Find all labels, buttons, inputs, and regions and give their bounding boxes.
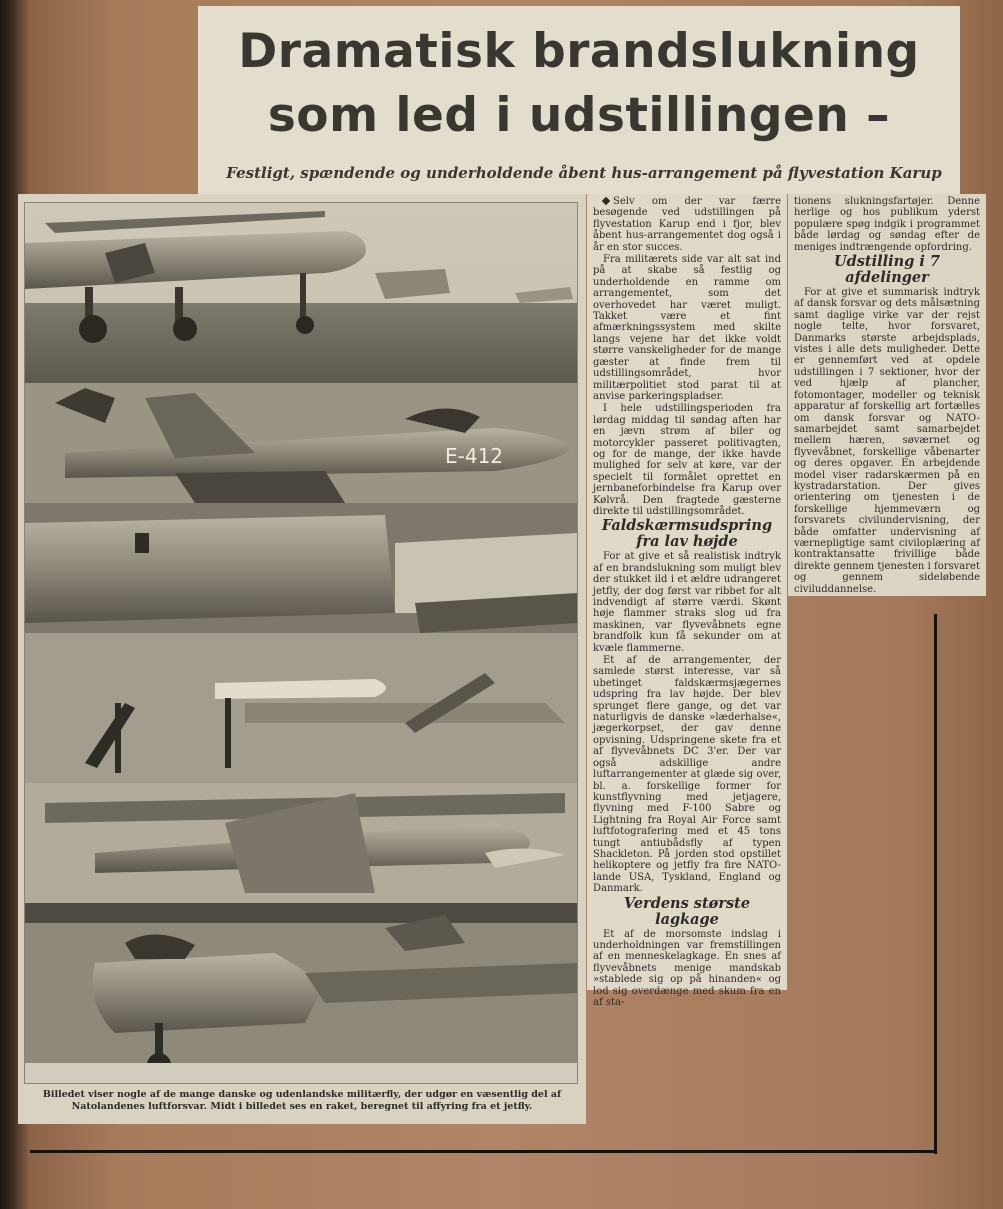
rocket-display bbox=[25, 633, 577, 783]
paragraph: Fra militærets side var alt sat ind på at skabe så festlig og underholdende en ramme om arrangementet, som det overhovedet har været muligt. Takket være et fint afmærkningssystem med skilte langs vejene har det ikke voldt større vanskeligheder for de mange gæster at finde frem til udstillingsområdet, hvor militærpolitiet stod parat til at anvise parkeringspladser. bbox=[593, 254, 781, 402]
subhead-faldskaermsudspring: Faldskærmsudspring fra lav højde bbox=[601, 517, 773, 551]
aircraft-photo-image bbox=[25, 203, 577, 1083]
paragraph-text: Selv om der var færre besøgende ved udstillingen på flyvestation Karup end i fjor, blev åbent hus-arrangementet dog også i år en stor succes. bbox=[593, 196, 781, 253]
article-column-1 bbox=[587, 194, 787, 1008]
headline-line-2: som led i udstillingen – bbox=[267, 88, 891, 143]
scrapbook-vertical-rule bbox=[934, 614, 937, 1154]
fuselage-and-jet bbox=[25, 503, 577, 633]
aircraft-photo bbox=[24, 202, 578, 1084]
jet-e412 bbox=[25, 383, 577, 503]
paragraph: For at give et summarisk indtryk af dansk forsvar og dets målsætning samt daglige virke var der rejst nogle telte, hvor forsvaret, Danmarks største arbejdsplads, vistes i alle dets muligheder. Dette er gennemført ved at opdele udstillingen i 7 sektioner, hvor der ved hjælp af plancher, fotomontager, modeller og teknisk apparatur af forskellig art fortælles om dansk forsvar og NATO-samarbejdet samt samarbejdet mellem hæren, søværnet og flyvevåbnet, forskellige våbenarter og deres opgaver. En arbejdende model viser radarskærmen på en kystradarstation. Der gives orientering om tjenesten i de forskellige hjemmeværn og forsvarets civilundervisning, der både omfatter undervisning af værnepligtige samt civiloplæring af kontraktansatte frivillige både direkte gennem tjenesten i forsvaret og gennem sideløbende civiluddannelse. bbox=[794, 287, 980, 595]
photo-clipping bbox=[18, 194, 586, 1124]
paragraph: Et af de morsomste indslag i underholdningen var fremstillingen af en menneskelagkage. En snes af flyvevåbnets menige mandskab »stablede sig op på hinanden« og lod sig overdænge med skum fra en af sta- bbox=[593, 928, 781, 1008]
headline bbox=[198, 20, 960, 148]
shackleton-aircraft bbox=[25, 915, 577, 1083]
paragraph: Et af de arrangementer, der samlede størst interesse, var så ubetinget faldskærmsjægernes udspring fra lav højde. Der blev sprunget flere gange, og det var naturligvis de danske »læderhalse«, jægerkorpset, der gav denne opvisning. Udspringene skete fra et af flyvevåbnets DC 3'er. Der var også adskillige andre luftarrangementer at glæde sig over, bl. a. forskellige former for kunstflyvning med jetjagere, flyvning med F-100 Sabre og Lightning fra Royal Air Force samt luftfotografering med et 45 tons tungt antiubådsfly af typen Shackleton. På jorden stod opstillet helikoptere og jetfly fra fire NATO-lande USA, Tyskland, England og Danmark. bbox=[593, 655, 781, 895]
paragraph: tionens slukningsfartøjer. Denne herlige og hos publikum yderst populære spøg indgik i programmet både lørdag og søndag efter de meniges indtrængende opfordring. bbox=[794, 196, 980, 253]
scrapbook-horizontal-rule bbox=[30, 1150, 936, 1153]
article-column-2 bbox=[788, 194, 986, 596]
article-column-1-text bbox=[593, 196, 781, 1009]
subhead-udstilling: Udstilling i 7 afdelinger bbox=[833, 253, 941, 287]
paragraph: I hele udstillingsperioden fra lørdag middag til søndag aften har en jævn strøm af biler og motorcykler passeret politivagten, og for de mange, der ikke havde mulighed for selv at køre, var der specielt til formålet oprettet en jernbaneforbindelse fra Karup over Kølvrå. Den fragtede gæsterne direkte til udstillingsområdet. bbox=[593, 403, 781, 517]
headline-line-1: Dramatisk brandslukning bbox=[238, 24, 920, 79]
paragraph bbox=[593, 196, 781, 253]
headline-clipping bbox=[198, 6, 960, 194]
bullet-diamond-icon bbox=[602, 197, 610, 205]
subheadline: Festligt, spændende og underholdende åbent hus-arrangement på flyvestation Karup bbox=[226, 164, 942, 182]
aircraft-marking: E-412 bbox=[445, 444, 504, 468]
photo-caption: Billedet viser nogle af de mange danske og udenlandske militærfly, der udgør en væsentlig del af Natolandenes luftforsvar. Midt i billedet ses en raket, beregnet til affyring fra et jetfly. bbox=[42, 1089, 562, 1112]
article-column-2-text bbox=[794, 196, 980, 596]
paragraph: For at give et så realistisk indtryk af en brandslukning som muligt blev der stukket ild i et ældre udrangeret jetfly, der dog først var ribbet for alt indvendigt af større værdi. Skønt høje flammer straks slog ud fra maskinen, var flyvevåbnets egne brandfolk kun få sekunder om at kvæle flammerne. bbox=[593, 551, 781, 654]
delta-jet bbox=[25, 783, 577, 923]
subhead-lagkage: Verdens største lagkage bbox=[623, 894, 751, 928]
